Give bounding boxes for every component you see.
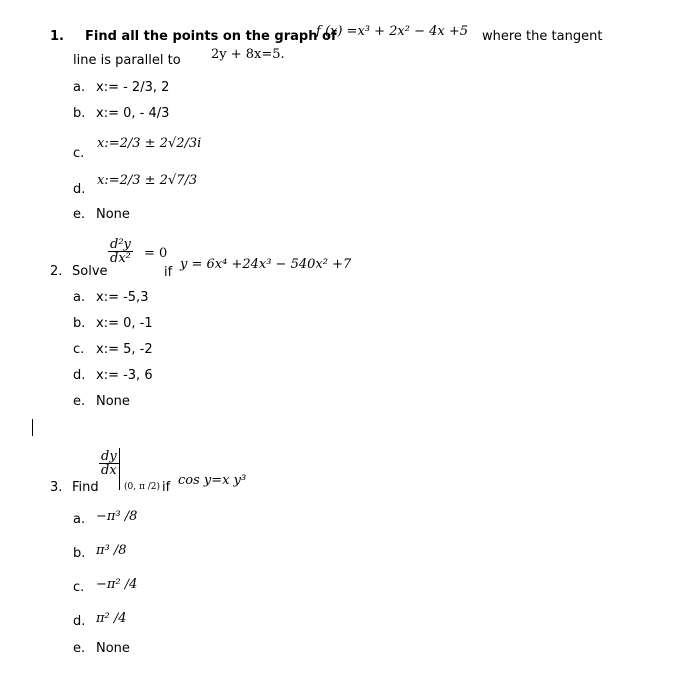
q1-option-c-letter: c. (73, 146, 85, 161)
q2-function: y = 6x⁴ +24x³ − 540x² +7 (180, 257, 352, 272)
q2-option-c-text: x:= 5, -2 (96, 342, 153, 357)
q3-eval-point: (0, π /2) (124, 482, 161, 492)
q3-derivative (99, 450, 119, 477)
q1-stem: Find all the points on the graph of (85, 29, 337, 44)
q2-deriv-denominator: dx² (110, 251, 131, 266)
q2-option-a-text: x:= -5,3 (96, 290, 149, 305)
q2-deriv-numerator: d²y (110, 237, 131, 252)
evaluation-bar (119, 448, 120, 490)
q2-equals-zero: = 0 (144, 246, 168, 261)
q3-option-e-text: None (96, 641, 130, 656)
q3-number: 3. (50, 480, 63, 495)
q2-option-d-letter: d. (73, 368, 86, 383)
q2-option-a-letter: a. (73, 290, 86, 305)
q2-number: 2. (50, 264, 63, 279)
q3-option-c-letter: c. (73, 580, 85, 595)
q3-deriv-numerator: dy (101, 449, 117, 464)
q1-option-c-text: x:=2/3 ± 2√2/3i (97, 136, 202, 151)
q2-option-e-text: None (96, 394, 130, 409)
q1-option-b-text: x:= 0, - 4/3 (96, 106, 170, 121)
q3-option-a-text: −π³ /8 (96, 509, 138, 524)
q2-if: if (164, 265, 173, 280)
q2-option-d-text: x:= -3, 6 (96, 368, 153, 383)
q2-option-e-letter: e. (73, 394, 86, 409)
q3-option-c-text: −π² /4 (96, 577, 138, 592)
q1-option-b-letter: b. (73, 106, 86, 121)
q2-option-b-text: x:= 0, -1 (96, 316, 153, 331)
q1-option-a-text: x:= - 2/3, 2 (96, 80, 170, 95)
q3-option-d-letter: d. (73, 614, 86, 629)
q1-line-equation: 2y + 8x=5. (211, 47, 285, 62)
q1-number: 1. (50, 29, 64, 44)
q1-option-d-text: x:=2/3 ± 2√7/3 (97, 173, 198, 188)
q1-option-a-letter: a. (73, 80, 86, 95)
q1-option-d-letter: d. (73, 182, 86, 197)
q1-function: f (x) =x³ + 2x² − 4x +5 (316, 24, 469, 39)
q2-option-b-letter: b. (73, 316, 86, 331)
q2-second-derivative (108, 238, 133, 265)
q3-option-d-text: π² /4 (96, 611, 127, 626)
q1-option-e-letter: e. (73, 207, 86, 222)
q2-option-c-letter: c. (73, 342, 85, 357)
q3-option-b-text: π³ /8 (96, 543, 127, 558)
q3-function: cos y=x y³ (178, 473, 247, 488)
q3-option-e-letter: e. (73, 641, 86, 656)
q1-stem-line2: line is parallel to (73, 53, 181, 68)
q1-option-e-text: None (96, 207, 130, 222)
q3-option-b-letter: b. (73, 546, 86, 561)
q2-stem: Solve (72, 264, 108, 279)
text-cursor (32, 419, 33, 436)
q3-stem: Find (72, 480, 99, 495)
q1-stem-end: where the tangent (482, 29, 603, 44)
q3-deriv-denominator: dx (101, 463, 117, 478)
q3-if: if (162, 480, 171, 495)
q3-option-a-letter: a. (73, 512, 86, 527)
